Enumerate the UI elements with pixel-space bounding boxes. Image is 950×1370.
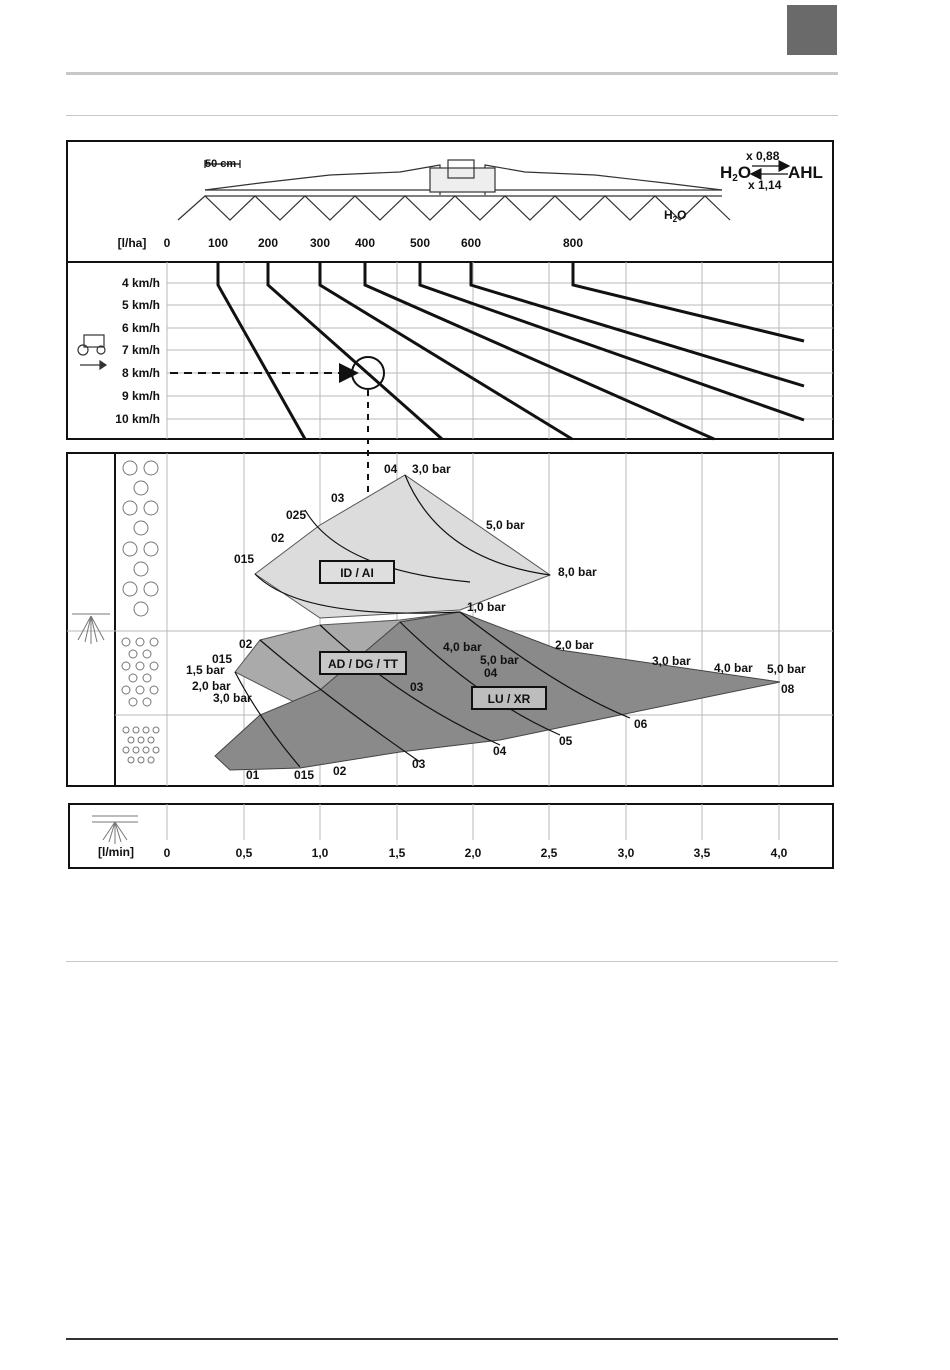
rate-tick-label: 600	[460, 236, 482, 250]
nozzle-label: 015	[294, 768, 315, 782]
nozzle-label: 4,0 bar	[443, 640, 482, 654]
nozzle-label: 02	[271, 531, 285, 545]
nozzle-label: 04	[384, 462, 398, 476]
flow-tick-label: 2,5	[540, 846, 558, 860]
nozzle-label: 02	[239, 637, 253, 651]
rate-tick-label: 300	[309, 236, 331, 250]
nozzle-label: 3,0 bar	[652, 654, 691, 668]
nozzle-label: 3,0 bar	[412, 462, 451, 476]
nozzle-icon	[92, 816, 138, 844]
flow-tick-label: 2,0	[464, 846, 482, 860]
nozzle-label: 015	[212, 652, 233, 666]
speed-label: 10 km/h	[115, 412, 160, 426]
nozzle-label: 4,0 bar	[714, 661, 753, 675]
flow-tick-label: 1,5	[388, 846, 406, 860]
box-label-ad-dg-tt: AD / DG / TT	[328, 657, 398, 671]
speed-label: 9 km/h	[121, 389, 160, 403]
rate-tick-label: 400	[354, 236, 376, 250]
rate-tick-label: 0	[163, 236, 171, 250]
nozzle-label: 5,0 bar	[486, 518, 525, 532]
nozzle-label: 03	[412, 757, 426, 771]
flow-tick-label: 0,5	[235, 846, 253, 860]
nozzle-label: 06	[634, 717, 648, 731]
boom-illustration	[178, 160, 730, 220]
nozzle-label: 02	[333, 764, 347, 778]
speed-label: 5 km/h	[121, 298, 160, 312]
nozzle-label: 01	[246, 768, 260, 782]
flow-tick-label: 1,0	[311, 846, 329, 860]
spray-nozzle-icon	[72, 614, 110, 644]
nozzle-label: 08	[781, 682, 795, 696]
flow-axis	[98, 845, 788, 860]
tractor-icon	[78, 335, 106, 369]
speed-label: 7 km/h	[121, 343, 160, 357]
flow-tick-label: 0	[163, 846, 171, 860]
flow-axis-label: [l/min]	[98, 845, 134, 859]
rate-tick-label: 500	[409, 236, 431, 250]
nozzle-label: 05	[559, 734, 573, 748]
nozzle-label: 04	[493, 744, 507, 758]
flow-tick-label: 3,0	[617, 846, 635, 860]
nozzle-label: 3,0 bar	[213, 691, 252, 705]
nozzle-label: 2,0 bar	[555, 638, 594, 652]
nozzle-label: 015	[234, 552, 255, 566]
water-label: $H_2O$	[664, 208, 687, 224]
speed-label: 8 km/h	[121, 366, 160, 380]
speed-axis	[115, 276, 160, 426]
speed-grid	[167, 283, 833, 419]
boom-spacing-label: 50 cm	[205, 158, 237, 170]
nozzle-label: 8,0 bar	[558, 565, 597, 579]
rate-tick-label: 200	[257, 236, 279, 250]
conversion-target: AHL	[788, 163, 823, 182]
nozzle-label: 1,5 bar	[186, 663, 225, 677]
box-label-lu-xr: LU / XR	[487, 692, 531, 706]
rate-tick-label: 800	[562, 236, 584, 250]
nozzle-label: 025	[286, 508, 307, 522]
nozzle-label: 03	[331, 491, 345, 505]
conversion-bottom-factor: x 1,14	[748, 178, 782, 192]
nozzle-label: 5,0 bar	[480, 653, 519, 667]
region-id-ai	[255, 475, 550, 618]
nozzle-label: 5,0 bar	[767, 662, 806, 676]
rate-axis-label: [l/ha]	[117, 236, 147, 250]
nozzle-label: 1,0 bar	[467, 600, 506, 614]
conversion-top-factor: x 0,88	[746, 149, 780, 163]
box-label-id-ai: ID / AI	[340, 566, 374, 580]
flow-tick-label: 4,0	[770, 846, 788, 860]
rate-axis	[118, 236, 584, 250]
flow-frame	[69, 804, 833, 868]
droplet-size-icon	[122, 461, 159, 763]
speed-label: 4 km/h	[121, 276, 160, 290]
nozzle-label: 2,0 bar	[192, 679, 231, 693]
water-symbol: H2O	[720, 163, 752, 184]
nozzle-label: 04	[484, 666, 498, 680]
nozzle-label: 03	[410, 680, 424, 694]
speed-label: 6 km/h	[121, 321, 160, 335]
flow-tick-label: 3,5	[693, 846, 711, 860]
rate-tick-label: 100	[207, 236, 229, 250]
